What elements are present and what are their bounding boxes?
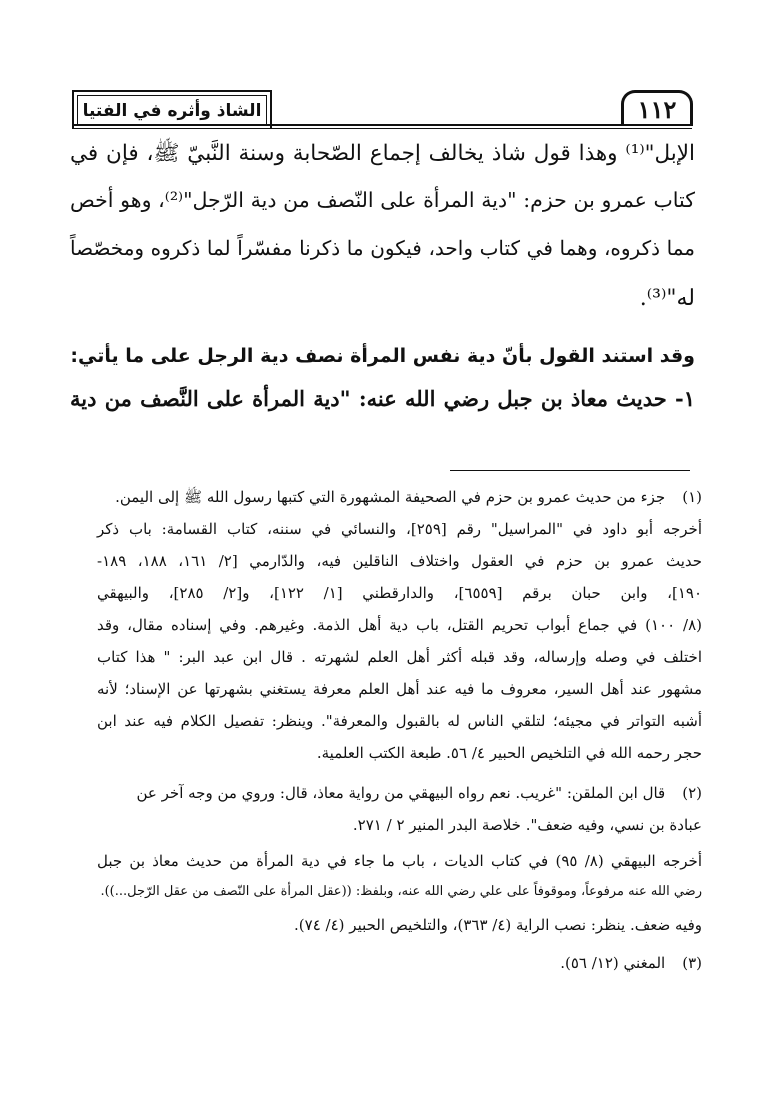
body-line: الإبل"⁽¹⁾ وهذا قول شاذ يخالف إجماع الصّحابة وسنة النَّبيّ ﷺ، فإن في bbox=[70, 141, 695, 166]
footnote-number: (١) bbox=[682, 488, 702, 506]
footnote-text: جزء من حديث عمرو بن حزم في الصحيفة المشهورة التي كتبها رسول الله ﷺ إلى اليمن. bbox=[115, 488, 666, 506]
footnote-line: (٨/ ١٠٠) في جماع أبواب تحريم القتل، باب دية أهل الذمة. وغيرهم. وفي إسناده مقال، وقد bbox=[97, 616, 702, 634]
footnote-line: رضي الله عنه مرفوعاً، وموقوفاً على علي رضي الله عنه، وبلفظ: ((عقل المرأة على النّصف من عقل الرّجل...)). bbox=[100, 884, 702, 899]
footnote-line: أشبه التواتر في مجيئه؛ لتلقي الناس له بالقبول والمعرفة". وينظر: تفصيل الكلام فيه عند ابن bbox=[97, 712, 702, 730]
footnote-text: المغني (١٢/ ٥٦). bbox=[560, 954, 666, 972]
header-rule-thin bbox=[72, 128, 692, 129]
footnote-2 bbox=[62, 784, 702, 802]
footnote-line: حديث عمرو بن حزم في العقول واختلاف الناقلين فيه، والدّارمي [٢/ ١٦١، ١٨٨، ١٨٩- bbox=[97, 552, 703, 570]
footnote-line: أخرجه أبو داود في "المراسيل" رقم [٢٥٩]، والنسائي في سننه، كتاب القسامة: باب ذكر bbox=[97, 520, 702, 538]
running-title-frame bbox=[72, 90, 272, 128]
footnote-number: (٢) bbox=[682, 784, 702, 802]
running-title: الشاذ وأثره في الفتيا bbox=[77, 95, 267, 125]
footnote-line: اختلف في وصله وإرساله، وقد قبله أكثر أهل العلم لشهرته . قال ابن عبد البر: " هذا كتاب bbox=[97, 648, 702, 666]
footnote-line: عبادة بن نسي، وفيه ضعف". خلاصة البدر المنير ٢ / ٢٧١. bbox=[352, 816, 702, 834]
body-line: مما ذكروه، وهما في كتاب واحد، فيكون ما ذكرنا مفسّراً لما ذكروه ومخصّصاً bbox=[70, 236, 695, 260]
page-number: ١١٢ bbox=[621, 90, 693, 126]
point-line: ١- حديث معاذ بن جبل رضي الله عنه: "دية المرأة على النَّصف من دية bbox=[70, 386, 695, 411]
footnote-line: مشهور عند أهل السير، معروف ما فيه عند أهل العلم معرفة يستغني بشهرتها عن الإسناد؛ لأنه bbox=[97, 680, 702, 698]
footnote-number: (٣) bbox=[682, 954, 702, 972]
footnote-separator bbox=[450, 470, 690, 471]
footnote-3 bbox=[62, 954, 702, 972]
section-heading: وقد استند القول بأنّ دية نفس المرأة نصف دية الرجل على ما يأتي: bbox=[70, 345, 695, 367]
header-rule bbox=[72, 124, 692, 126]
footnote-line: وفيه ضعف. ينظر: نصب الراية (٤/ ٣٦٣)، والتلخيص الحبير (٤/ ٧٤). bbox=[294, 916, 702, 934]
footnote-1 bbox=[62, 488, 702, 510]
footnote-line: حجر رحمه الله في التلخيص الحبير ٤/ ٥٦. طبعة الكتب العلمية. bbox=[316, 744, 702, 762]
body-line: له"⁽³⁾. bbox=[639, 286, 695, 311]
footnote-line: ١٩٠]، وابن حبان برقم [٦٥٥٩]، والدارقطني [١/ ١٢٢]، و[٢/ ٢٨٥]، والبيهقي bbox=[97, 584, 702, 602]
body-line: كتاب عمرو بن حزم: "دية المرأة على النّصف من دية الرّجل"⁽²⁾، وهو أخص bbox=[70, 188, 695, 212]
footnote-text: قال ابن الملقن: "غريب. نعم رواه البيهقي من رواية معاذ، قال: وروي من وجه آخر عن bbox=[136, 784, 666, 802]
footnote-line: أخرجه البيهقي (٨/ ٩٥) في كتاب الديات ، باب ما جاء في دية المرأة من حديث معاذ بن جبل bbox=[97, 852, 702, 870]
